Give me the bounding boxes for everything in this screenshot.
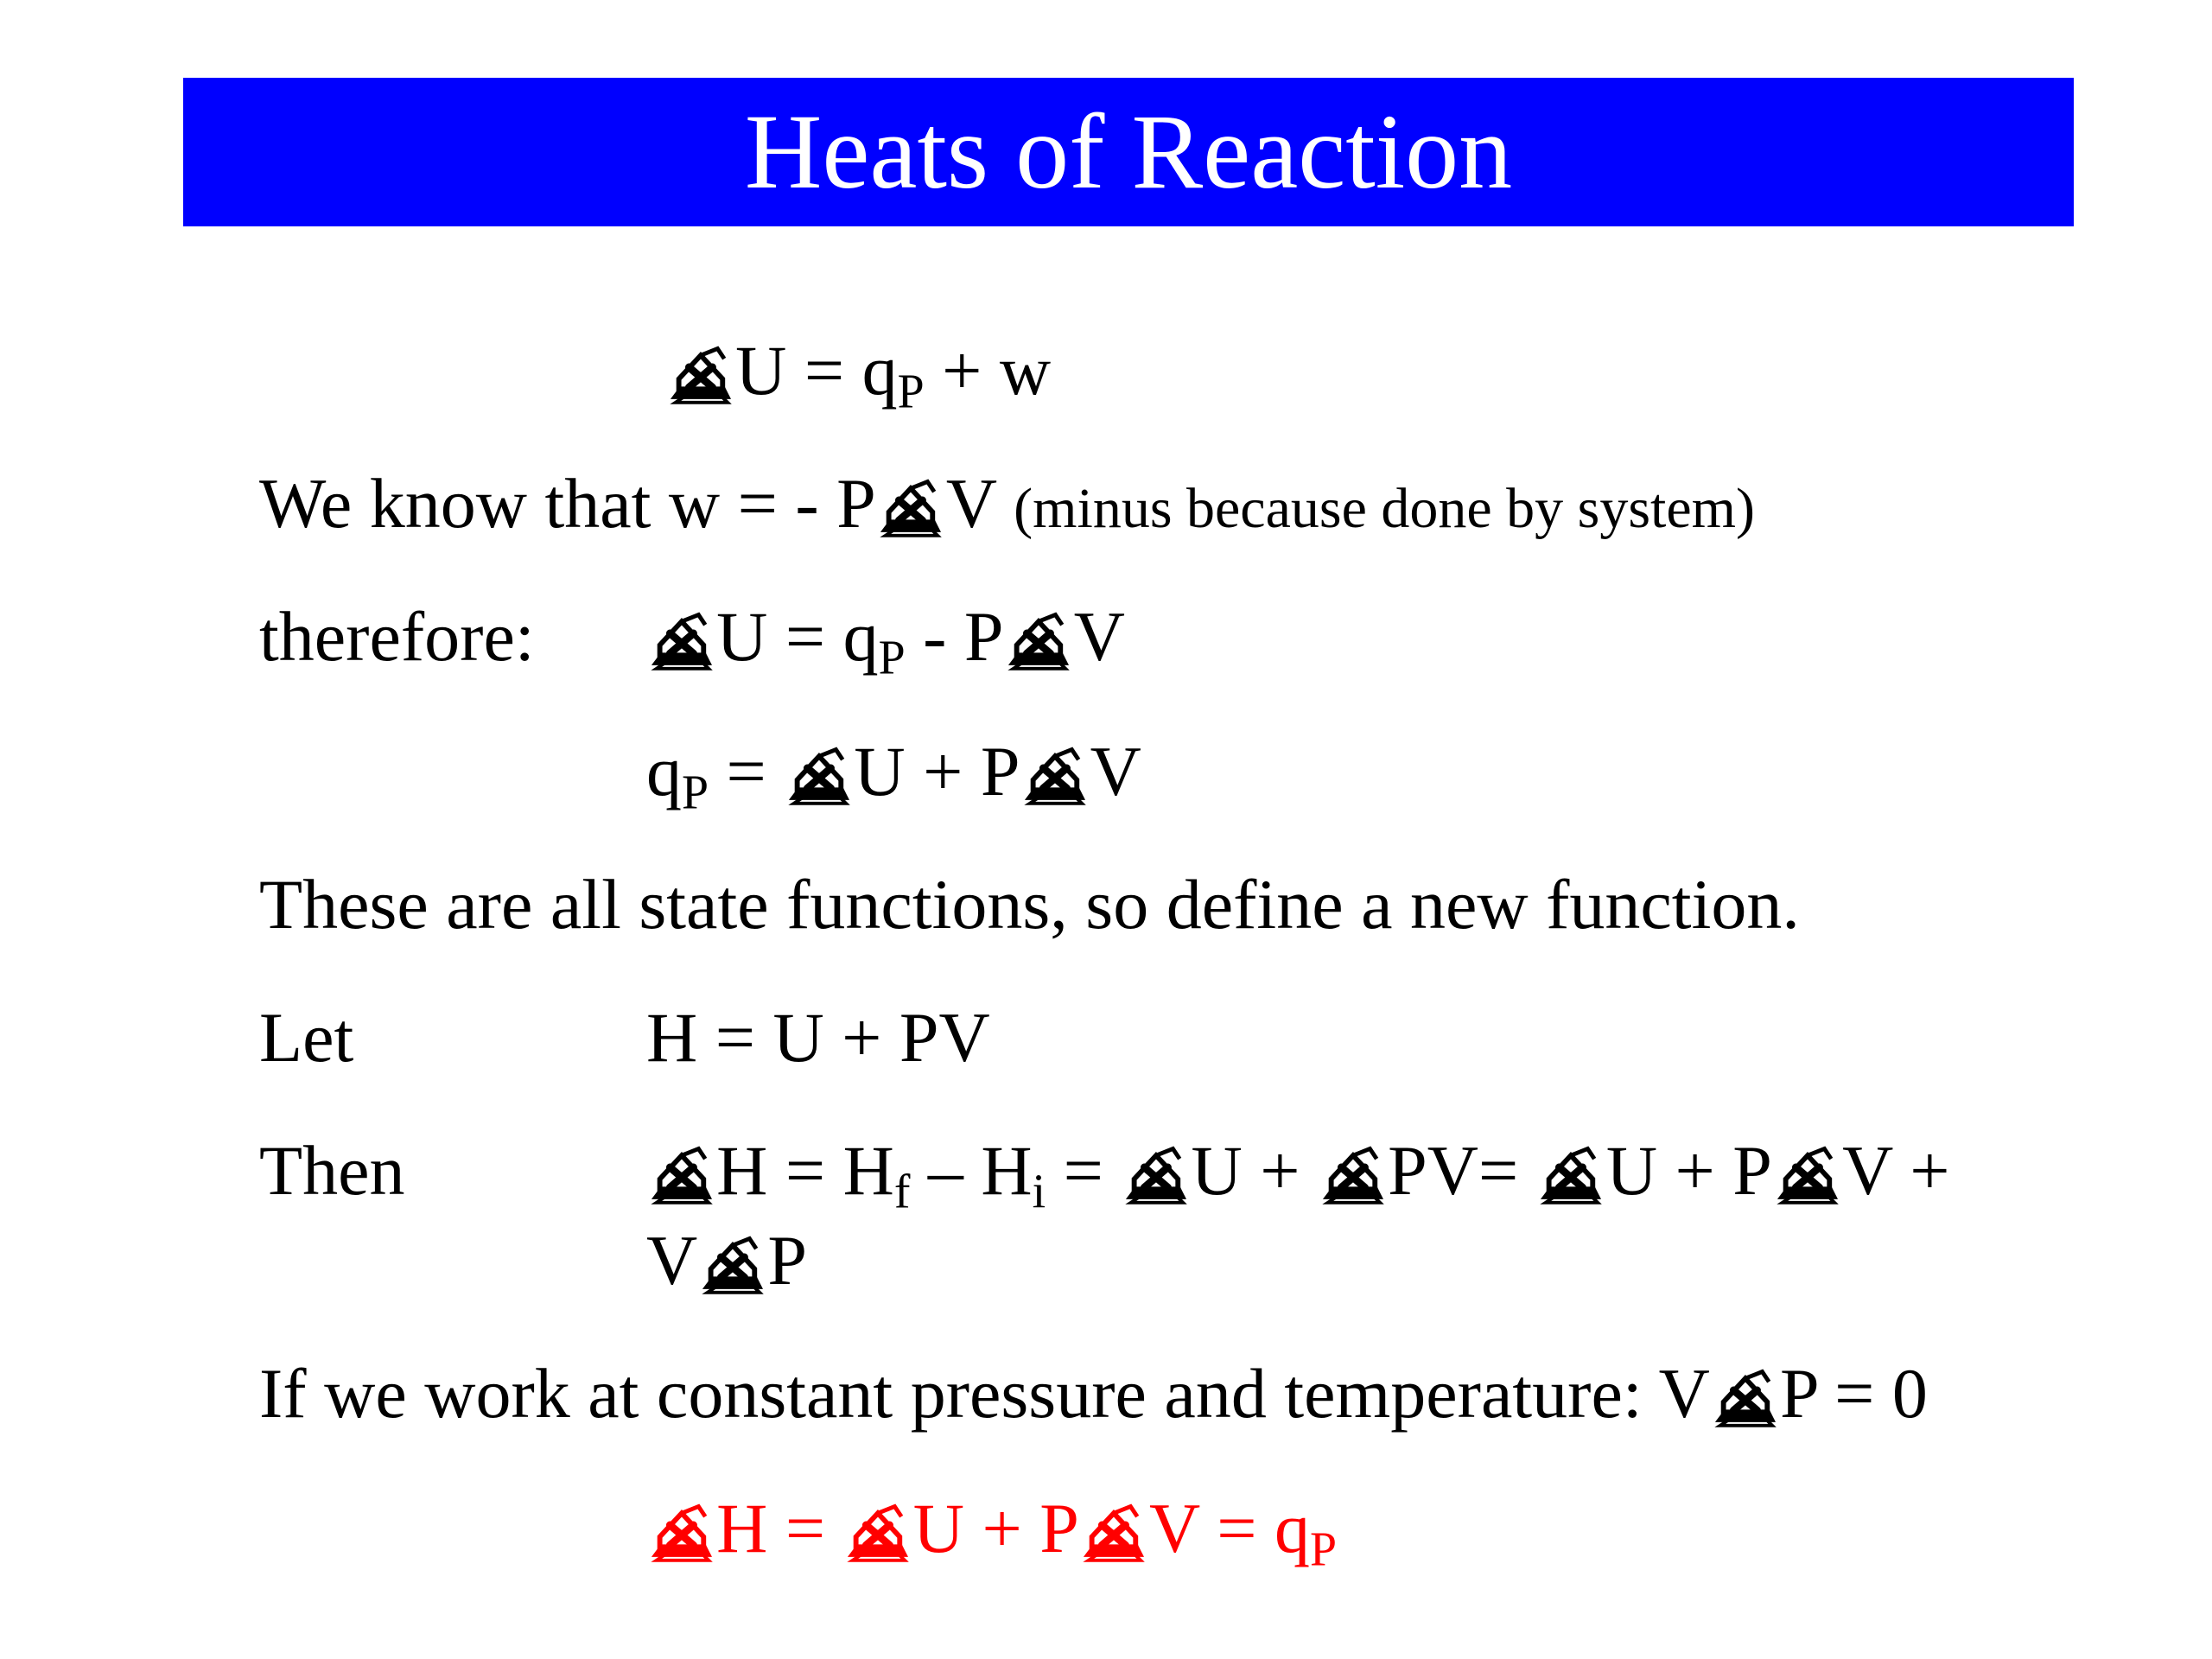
eq-text: H = H [716,1131,894,1210]
broken-image-icon [648,1141,715,1206]
eq-subscript: i [1032,1165,1046,1219]
broken-image-icon [699,1231,766,1296]
eq-text: = [709,732,785,810]
eq-text: P = 0 [1780,1354,1928,1433]
eq-subscript: P [1309,1522,1337,1577]
eq-text: q [646,732,682,810]
broken-image-icon [667,341,734,406]
eq-text: V [1073,597,1125,676]
broken-image-icon [1021,742,1089,807]
equation-delta-h [646,1131,1950,1219]
broken-image-icon [844,1499,912,1564]
therefore-label: therefore: [259,597,535,676]
work-note: (minus because done by system) [1014,477,1755,540]
broken-image-icon [1122,1141,1190,1206]
eq-text: P [767,1221,807,1300]
broken-image-icon [1080,1499,1147,1564]
constant-pressure-line [259,1354,1928,1433]
eq-text: - P [905,597,1004,676]
eq-text: PV= [1388,1131,1536,1210]
broken-image-icon [648,1499,715,1564]
enthalpy-definition: H = U + PV [646,998,990,1077]
then-label: Then [259,1131,405,1210]
eq-subscript: P [682,766,709,820]
eq-text: If we work at constant pressure and temperature: V [259,1354,1710,1433]
eq-text: U + P [854,732,1020,810]
eq-text: V [945,464,1014,543]
broken-image-icon [1319,1141,1387,1206]
broken-image-icon [1005,607,1072,672]
eq-text: We know that w = - P [259,464,876,543]
result-equation [646,1489,1337,1577]
broken-image-icon [1774,1141,1841,1206]
let-label: Let [259,998,354,1077]
eq-text: H = [716,1489,843,1567]
broken-image-icon [1537,1141,1605,1206]
eq-text: U + P [1605,1131,1772,1210]
equation-qp [646,732,1141,820]
state-functions-line: These are all state functions, so define a new function. [259,865,1800,944]
eq-text: U = q [735,331,898,410]
broken-image-icon [648,607,715,672]
equation-delta-h-continued [646,1221,807,1300]
eq-subscript: P [878,631,906,685]
eq-text: V [1090,732,1141,810]
eq-subscript: P [897,365,925,419]
broken-image-icon [877,474,944,539]
equation-delta-u [665,331,1052,419]
slide-title: Heats of Reaction [744,92,1513,211]
broken-image-icon [785,742,853,807]
equation-therefore [646,597,1125,685]
eq-text: V + [1842,1131,1950,1210]
eq-text: V = q [1148,1489,1310,1567]
broken-image-icon [1712,1364,1779,1429]
work-definition-line [259,464,1755,543]
eq-text: = [1046,1131,1122,1210]
eq-text: V [646,1221,698,1300]
eq-text: + w [924,331,1052,410]
eq-text: U + P [912,1489,1079,1567]
eq-text: U + [1191,1131,1318,1210]
title-bar [183,78,2074,226]
eq-text: – H [910,1131,1033,1210]
eq-subscript: f [893,1165,911,1219]
eq-text: U = q [716,597,879,676]
